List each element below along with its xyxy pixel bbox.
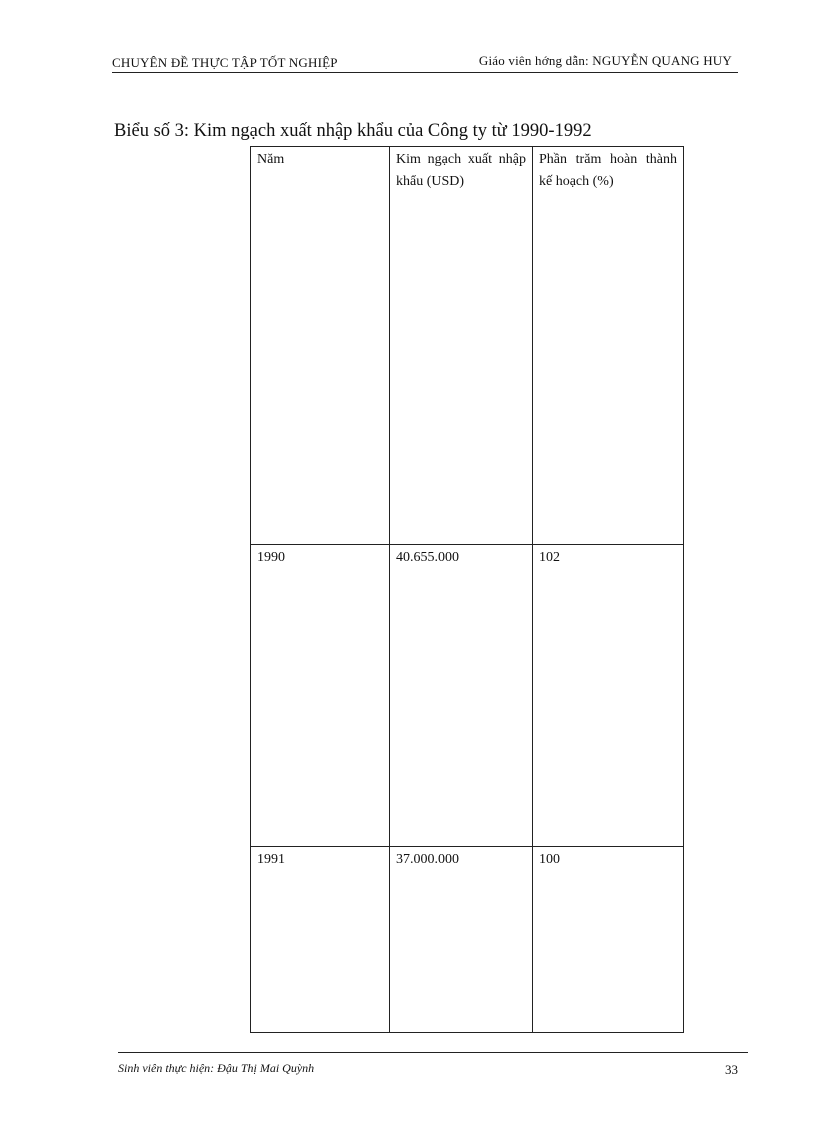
cell-volume: 40.655.000 [390, 545, 533, 847]
header-cell-year: Năm [251, 147, 390, 545]
trade-volume-table [250, 146, 684, 1033]
table-header-row [251, 147, 684, 545]
table-caption: Biểu số 3: Kim ngạch xuất nhập khẩu của Công ty từ 1990-1992 [114, 121, 592, 141]
cell-year: 1991 [251, 847, 390, 1033]
footer-author: Sinh viên thực hiện: Đậu Thị Mai Quỳnh [118, 1061, 315, 1075]
cell-plan-percent: 102 [533, 545, 684, 847]
page-footer [118, 1052, 748, 1077]
header-supervisor: Giáo viên hớng dẫn: NGUYỄN QUANG HUY [478, 53, 732, 68]
header-cell-plan-percent: Phần trăm hoàn thành kế hoạch (%) [533, 147, 684, 545]
page-header [112, 54, 738, 73]
cell-volume: 37.000.000 [390, 847, 533, 1033]
header-cell-volume: Kim ngạch xuất nhập khẩu (USD) [390, 147, 533, 545]
table-row [251, 847, 684, 1033]
cell-year: 1990 [251, 545, 390, 847]
page-number: 33 [725, 1062, 738, 1077]
header-report-title: CHUYÊN ĐỀ THỰC TẬP TỐT NGHIỆP [112, 55, 338, 70]
table-row [251, 545, 684, 847]
cell-plan-percent: 100 [533, 847, 684, 1033]
